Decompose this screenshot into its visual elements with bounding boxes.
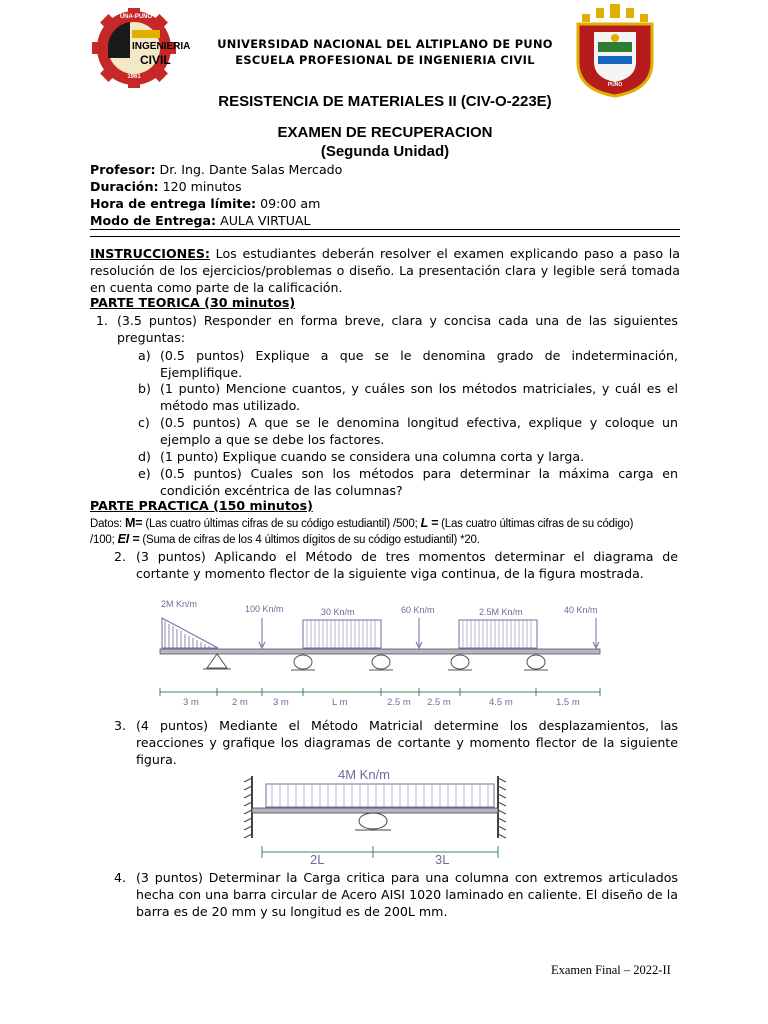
info-block: [90, 161, 680, 229]
left-logo-text2: CIVIL: [140, 53, 171, 67]
university-name: UNIVERSIDAD NACIONAL DEL ALTIPLANO DE PUNO: [217, 37, 553, 51]
course-title: RESISTENCIA DE MATERIALES II (CIV-O-223E): [218, 93, 552, 110]
dimension-label: 3L: [435, 852, 450, 867]
info-value: AULA VIRTUAL: [216, 213, 311, 228]
load-label: 2M Kn/m: [161, 599, 198, 609]
info-label: Hora de entrega límite:: [90, 196, 257, 211]
sub-c-text: (0.5 puntos) A que se le denomina longitud efectiva, explique y coloque un ejemplo a que se debe los factores.: [160, 415, 678, 447]
dimension-label: 2 m: [232, 697, 248, 708]
l-text: (Las cuatro últimas cifras de su código): [438, 518, 634, 530]
load-label: 2.5M Kn/m: [479, 607, 523, 617]
left-logo-top: UNA-PUNO: [119, 14, 153, 20]
instructions: [90, 245, 680, 296]
dimension-label: 4.5 m: [489, 697, 513, 708]
question-1-number: 1.: [96, 313, 109, 328]
right-logo-bottom: PUNO: [607, 82, 623, 88]
left-logo: [82, 8, 191, 88]
instructions-label: INSTRUCCIONES:: [90, 246, 210, 261]
l-label: L =: [420, 516, 439, 530]
info-duration: [90, 178, 680, 195]
info-label: Profesor:: [90, 162, 156, 177]
exam-title: EXAMEN DE RECUPERACION: [277, 124, 493, 141]
school-name: ESCUELA PROFESIONAL DE INGENIERIA CIVIL: [235, 53, 535, 67]
load-label: 40 Kn/m: [564, 605, 598, 615]
sub-c-letter: c): [138, 415, 150, 430]
info-professor: [90, 161, 680, 178]
ei-text: (Suma de cifras de los 4 últimos dígitos de su código estudiantil) *20.: [139, 534, 480, 546]
dimension-label: 1.5 m: [556, 697, 580, 708]
info-deadline: [90, 195, 680, 212]
info-value: 120 minutos: [158, 179, 242, 194]
load-label: 100 Kn/m: [245, 604, 284, 614]
dimension-label: 2L: [310, 852, 325, 867]
sub-d-letter: d): [138, 449, 151, 464]
question-3-number: 3.: [114, 718, 127, 733]
ei-label: EI =: [117, 532, 140, 546]
sub-a-text: (0.5 puntos) Explique a que se le denomina grado de indeterminación, Ejemplifique.: [160, 348, 678, 380]
exam-subtitle: (Segunda Unidad): [320, 143, 450, 160]
question-4-number: 4.: [114, 870, 127, 885]
sub-e-letter: e): [138, 466, 151, 481]
instructions-text: Los estudiantes deberán resolver el examen explicando paso a paso la resolución de los ejercicios/problemas o diseño. La presentación clara y legible será tomada en cuenta como parte de la calificación.: [90, 246, 680, 295]
question-2-number: 2.: [114, 549, 127, 564]
sub-e-text: (0.5 puntos) Cuales son los métodos para determinar la máxima carga en condición excéntrica de las columnas?: [160, 466, 678, 498]
info-label: Modo de Entrega:: [90, 213, 217, 228]
divider-bottom: [90, 236, 680, 237]
question-2-text: (3 puntos) Aplicando el Método de tres momentos determinar el diagrama de cortante y momento flector de la siguiente viga continua, de la figura mostrada.: [136, 549, 678, 581]
datos-line-2: [90, 531, 690, 548]
info-label: Duración:: [90, 179, 159, 194]
right-logo: [568, 2, 662, 98]
info-value: 09:00 am: [256, 196, 321, 211]
divider-top: [90, 229, 680, 230]
dimension-label: 3 m: [183, 697, 199, 708]
question-1-text: (3.5 puntos) Responder en forma breve, clara y concisa cada una de las siguientes preguntas:: [117, 313, 678, 345]
l-text-2: /100;: [90, 534, 118, 546]
left-logo-year: 1961: [127, 74, 141, 80]
sub-d-text: (1 punto) Explique cuando se considera una columna corta y larga.: [160, 449, 585, 464]
sub-a-letter: a): [138, 348, 151, 363]
footer-text: Examen Final – 2022-II: [551, 963, 671, 977]
load-label: 30 Kn/m: [321, 607, 355, 617]
m-text: (Las cuatro últimas cifras de su código estudiantil) /500;: [142, 518, 421, 530]
beam-figure-2: [240, 766, 515, 870]
left-logo-text1: INGENIERIA: [132, 41, 191, 52]
info-mode: [90, 212, 680, 229]
datos-line-1: [90, 515, 690, 532]
question-3-text: (4 puntos) Mediante el Método Matricial determine los desplazamientos, las reacciones y grafique los diagramas de cortante y momento flector de la siguiente figura.: [136, 718, 678, 767]
question-4-text: (3 puntos) Determinar la Carga critica para una columna con extremos articulados hecha con una barra circular de Acero AISI 1020 laminado en caliente. El diseño de la barra es de 20 mm y su longitud es de 200L mm.: [136, 870, 678, 919]
dimension-label: 2.5 m: [427, 697, 451, 708]
info-value: Dr. Ing. Dante Salas Mercado: [155, 162, 343, 177]
datos-label: Datos:: [90, 518, 126, 530]
dimension-label: L m: [332, 697, 348, 708]
m-label: M=: [125, 516, 143, 530]
dimension-label: 2.5 m: [387, 697, 411, 708]
practice-heading: PARTE PRACTICA (150 minutos): [90, 498, 313, 513]
load-label: 4M Kn/m: [338, 767, 391, 782]
sub-b-text: (1 punto) Mencione cuantos, y cuáles son los métodos matriciales, y cuál es el método mas utilizado.: [160, 381, 678, 413]
dimension-label: 3 m: [273, 697, 289, 708]
theory-heading: PARTE TEORICA (30 minutos): [90, 295, 296, 310]
load-label: 60 Kn/m: [401, 605, 435, 615]
sub-b-letter: b): [138, 381, 151, 396]
beam-figure-1: [155, 596, 610, 714]
